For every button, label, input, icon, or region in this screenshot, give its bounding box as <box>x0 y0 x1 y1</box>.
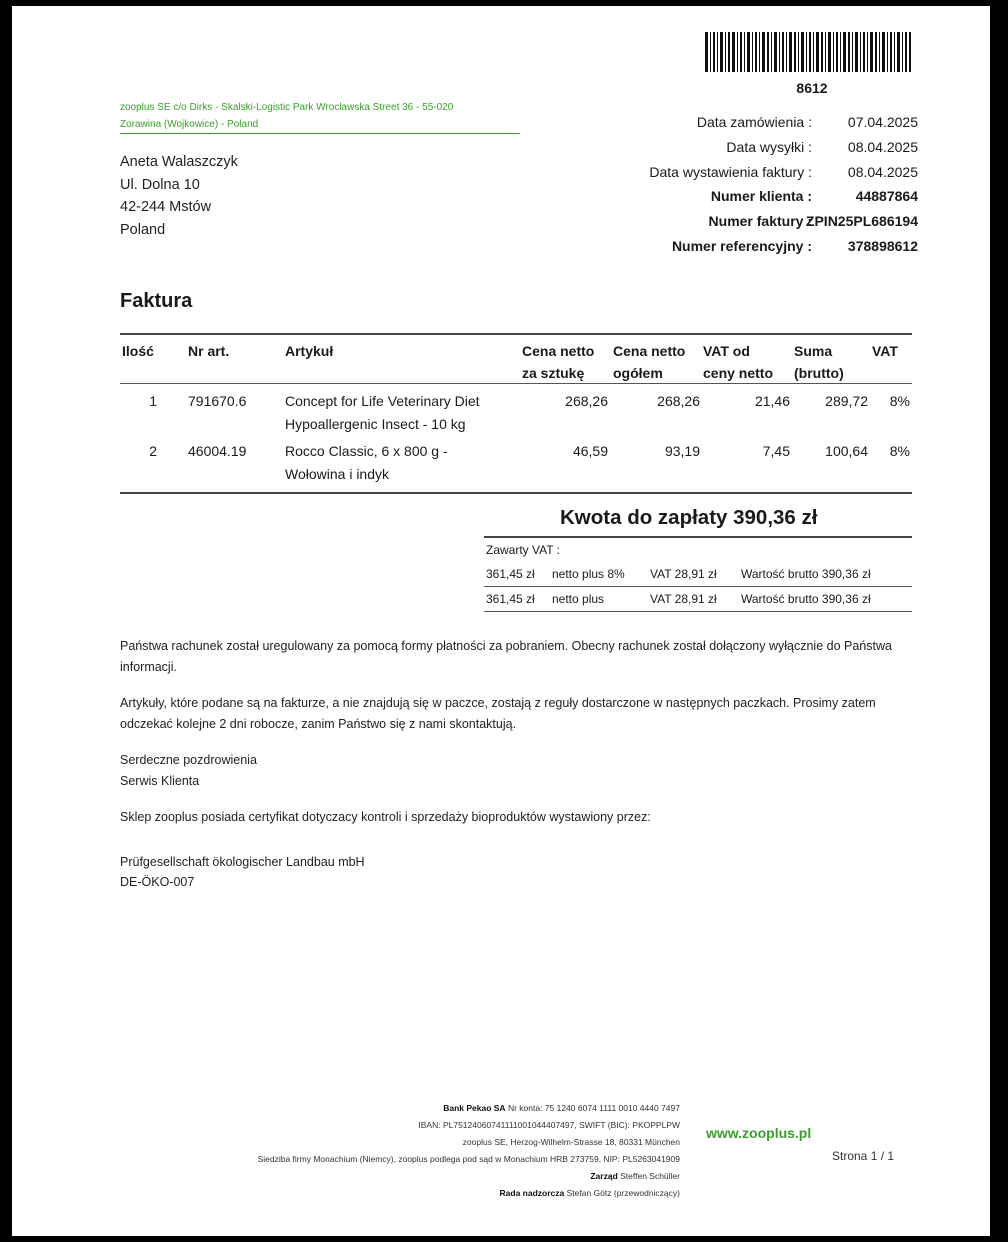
footer-iban: IBAN: PL75124060741111001044407497, SWIFT (BIC): PKOPPLPW <box>418 1120 680 1130</box>
vat-summary <box>484 536 912 612</box>
table-header <box>120 335 912 384</box>
footer-supervisory-label: Rada nadzorcza <box>499 1188 565 1198</box>
items-table <box>120 333 912 494</box>
header-net-total <box>613 340 685 384</box>
footer-board-value: Steffen Schüller <box>620 1171 680 1181</box>
header-sum <box>794 340 844 384</box>
meta-value: 44887864 <box>855 188 918 205</box>
footer-supervisory <box>162 1185 680 1202</box>
footer-board <box>162 1168 680 1185</box>
cell-net-total: 93,19 <box>664 443 700 459</box>
header-art-no: Nr art. <box>188 343 230 359</box>
meta-label: Data wysyłki : <box>726 138 812 155</box>
recipient-name: Aneta Walaszczyk <box>120 154 238 170</box>
footer-board-label: Zarząd <box>590 1171 618 1181</box>
sender-line-2: Zorawina (Wojkowice) - Poland <box>120 119 259 130</box>
meta-shipping-date <box>552 135 932 160</box>
header-net-total-2: ogółem <box>613 365 663 381</box>
cell-art-no: 791670.6 <box>188 393 247 409</box>
meta-value: 08.04.2025 <box>847 138 918 155</box>
meta-order-date <box>552 110 932 135</box>
header-vat-from-2: ceny netto <box>703 365 774 381</box>
meta-value: 378898612 <box>847 237 918 254</box>
vat-bottom-rule <box>484 611 912 612</box>
meta-invoice-number <box>552 209 932 234</box>
cell-article-2: Hypoallergenic Insect - 10 kg <box>285 415 466 432</box>
sender-address <box>120 99 520 133</box>
cell-qty: 1 <box>149 393 157 409</box>
table-row <box>120 434 912 484</box>
invoice-page <box>12 6 990 1236</box>
footer-company-info <box>162 1100 680 1202</box>
cell-vat-rate: 8% <box>889 443 910 459</box>
header-net-unit-2: za sztukę <box>522 365 585 381</box>
header-sum-1: Suma <box>794 343 833 359</box>
vat-row <box>484 562 912 586</box>
vat-gross: Wartość brutto 390,36 zł <box>741 567 871 581</box>
cell-article <box>285 440 448 485</box>
cell-art-no: 46004.19 <box>188 443 247 459</box>
meta-label: Numer klienta : <box>710 188 812 205</box>
vat-row <box>484 587 912 611</box>
header-net-total-1: Cena netto <box>613 343 686 359</box>
vat-heading <box>484 538 912 562</box>
meta-label: Numer referencyjny : <box>671 237 812 254</box>
invoice-notes <box>120 636 910 909</box>
footer-bank-account: Nr konta: 75 1240 6074 1111 0010 4440 7497 <box>507 1103 680 1113</box>
greeting-line-2: Serwis Klienta <box>120 773 200 788</box>
header-vat-from-1: VAT od <box>703 343 750 359</box>
certificate-issuer <box>120 852 910 893</box>
meta-label: Numer faktury : <box>708 213 812 230</box>
recipient-city: 42-244 Mstów <box>120 199 212 215</box>
certificate-issuer-name: Prüfgesellschaft ökologischer Landbau mbH <box>120 854 365 869</box>
meta-value: ZPIN25PL686194 <box>805 213 918 230</box>
vat-net: 361,45 zł <box>486 592 535 606</box>
vat-gross: Wartość brutto 390,36 zł <box>741 592 871 606</box>
cell-vat-amount: 7,45 <box>762 443 790 459</box>
header-qty: Ilość <box>122 343 154 359</box>
barcode-number: 8612 <box>796 80 828 96</box>
recipient-country: Poland <box>120 221 166 238</box>
greeting <box>120 750 910 791</box>
footer-supervisory-value: Stefan Götz (przewodniczący) <box>566 1188 680 1198</box>
certificate-code: DE-ÖKO-007 <box>120 875 195 889</box>
vat-heading-label: Zawarty VAT : <box>486 543 561 557</box>
cell-vat-amount: 21,46 <box>754 393 790 409</box>
footer-registry: Siedziba firmy Monachium (Niemcy), zooplus podlega pod sąd w Monachium HRB 273759, NIP: PL5263041909 <box>257 1154 680 1164</box>
sender-line-1: zooplus SE c/o Dirks - Skalski-Logistic Park Wroclawska Street 36 - 55-020 <box>120 102 454 113</box>
cell-net-unit: 268,26 <box>565 393 608 409</box>
greeting-line-1: Serdeczne pozdrowienia <box>120 753 257 767</box>
meta-reference-number <box>552 234 932 259</box>
cell-net-unit: 46,59 <box>572 443 608 459</box>
meta-invoice-date <box>552 160 932 185</box>
recipient-address <box>120 151 238 241</box>
vat-net: 361,45 zł <box>486 567 535 581</box>
delivery-note: Artykuły, które podane są na fakturze, a nie znajdują się w paczce, zostają z reguły dostarczone w następnych paczkach. Prosimy zatem odczekać kolejne 2 dni robocze, zanim Państwo się z nami skontaktują. <box>120 696 876 731</box>
meta-customer-number <box>552 184 932 209</box>
amount-due: Kwota do zapłaty 390,36 zł <box>560 506 818 529</box>
footer-address: zooplus SE, Herzog-Wilhelm-Strasse 18, 80331 München <box>462 1137 680 1147</box>
certificate-note: Sklep zooplus posiada certyfikat dotyczacy kontroli i sprzedaży bioproduktów wystawiony przez: <box>120 810 651 824</box>
header-net-unit <box>522 340 594 384</box>
header-vat-from <box>703 340 773 384</box>
meta-value: 07.04.2025 <box>847 114 918 130</box>
cell-vat-rate: 8% <box>889 393 910 409</box>
recipient-street: Ul. Dolna 10 <box>120 176 200 193</box>
header-net-unit-1: Cena netto <box>522 343 595 359</box>
cell-net-total: 268,26 <box>657 393 700 409</box>
header-sum-2: (brutto) <box>794 365 844 381</box>
vat-desc: netto plus <box>552 592 605 606</box>
header-article: Artykuł <box>285 343 334 359</box>
website-link[interactable]: www.zooplus.pl <box>706 1125 812 1141</box>
payment-note: Państwa rachunek został uregulowany za pomocą formy płatności za pobraniem. Obecny rachunek został dołączony wyłącznie do Państwa informacji. <box>120 639 892 674</box>
page-number: Strona 1 / 1 <box>832 1149 895 1163</box>
cell-qty: 2 <box>149 443 157 459</box>
invoice-meta <box>552 110 932 259</box>
meta-label: Data wystawienia faktury : <box>649 163 812 180</box>
vat-amount: VAT 28,91 zł <box>650 592 717 606</box>
footer-bank <box>162 1100 680 1117</box>
page-title: Faktura <box>120 290 193 312</box>
cell-gross: 289,72 <box>825 393 868 409</box>
sender-divider <box>120 133 520 134</box>
meta-value: 08.04.2025 <box>847 163 918 180</box>
meta-label: Data zamówienia : <box>696 114 812 130</box>
header-vat: VAT <box>872 343 898 359</box>
cell-gross: 100,64 <box>825 443 868 459</box>
vat-desc: netto plus 8% <box>552 567 625 581</box>
table-row <box>120 384 912 434</box>
barcode <box>705 32 911 72</box>
cell-article-1: Concept for Life Veterinary Diet <box>285 393 480 409</box>
cell-article-1: Rocco Classic, 6 x 800 g - <box>285 443 448 459</box>
vat-amount: VAT 28,91 zł <box>650 567 717 581</box>
footer-bank-name: Bank Pekao SA <box>443 1103 506 1113</box>
table-bottom-rule <box>120 492 912 494</box>
cell-article <box>285 390 480 435</box>
cell-article-2: Wołowina i indyk <box>285 465 390 482</box>
